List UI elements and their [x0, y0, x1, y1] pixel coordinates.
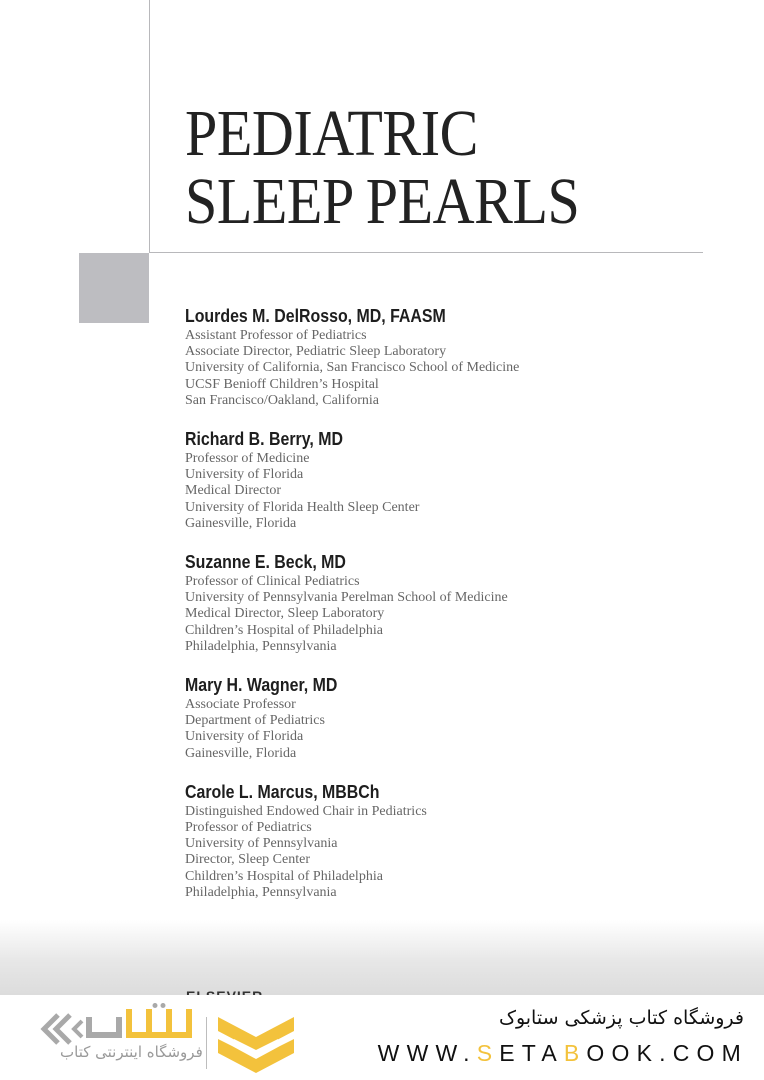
affiliation-line: University of Florida Health Sleep Center: [185, 499, 420, 515]
affiliation-line: San Francisco/Oakland, California: [185, 392, 380, 408]
title-line-2: SLEEP PEARLS: [185, 165, 580, 238]
page-bottom-shadow: [0, 920, 764, 995]
affiliation-line: Associate Director, Pediatric Sleep Laboratory: [185, 344, 447, 360]
author-name: Suzanne E. Beck, MD: [185, 551, 346, 573]
affiliation-line: University of Florida: [185, 467, 304, 483]
decorative-grey-square: [79, 253, 149, 323]
url-part: WWW.: [377, 1040, 477, 1066]
author-block: [185, 780, 745, 901]
affiliation-line: Gainesville, Florida: [185, 745, 297, 761]
affiliation-line: Professor of Clinical Pediatrics: [185, 574, 360, 590]
author-name: Richard B. Berry, MD: [185, 428, 343, 450]
chevron-badge-icon: [218, 1017, 294, 1073]
logo-subtitle: فروشگاه اینترنتی کتاب: [60, 1043, 203, 1061]
url-accent-letter: B: [563, 1040, 587, 1066]
author-block: [185, 673, 745, 762]
logo-divider: [206, 1017, 207, 1069]
affiliation-line: Associate Professor: [185, 697, 296, 713]
book-title: [185, 97, 580, 238]
affiliation-line: UCSF Benioff Children’s Hospital: [185, 376, 379, 392]
url-part: OOK.COM: [586, 1040, 748, 1066]
affiliation-line: Children’s Hospital of Philadelphia: [185, 622, 383, 638]
affiliation-line: Medical Director: [185, 483, 282, 499]
author-block: [185, 304, 745, 409]
vertical-rule: [149, 0, 150, 252]
affiliation-line: Assistant Professor of Pediatrics: [185, 328, 367, 343]
affiliation-line: Distinguished Endowed Chair in Pediatrics: [185, 803, 427, 819]
affiliation-line: University of Pennsylvania Perelman School of Medicine: [185, 590, 508, 606]
affiliation-line: Professor of Medicine: [185, 451, 310, 467]
horizontal-rule: [149, 252, 703, 253]
affiliation-line: Gainesville, Florida: [185, 515, 297, 531]
author-name: Mary H. Wagner, MD: [185, 674, 338, 696]
affiliation-line: Children’s Hospital of Philadelphia: [185, 868, 383, 884]
affiliation-line: Director, Sleep Center: [185, 852, 311, 868]
url-accent-letter: S: [476, 1040, 500, 1066]
double-chevron-left-icon: [40, 1013, 84, 1045]
author-name: Lourdes M. DelRosso, MD, FAASM: [185, 305, 446, 326]
affiliation-line: Philadelphia, Pennsylvania: [185, 884, 337, 900]
affiliation-line: University of California, San Francisco School of Medicine: [185, 360, 520, 376]
affiliation-line: Professor of Pediatrics: [185, 820, 312, 836]
title-line-1: PEDIATRIC: [185, 97, 478, 170]
affiliation-line: University of Florida: [185, 729, 304, 745]
affiliation-line: Medical Director, Sleep Laboratory: [185, 606, 385, 622]
author-list: [185, 304, 745, 919]
shop-name: فروشگاه کتاب پزشکی ستابوک: [498, 1007, 744, 1029]
affiliation-line: Department of Pediatrics: [185, 713, 325, 729]
author-name: Carole L. Marcus, MBBCh: [185, 780, 380, 802]
affiliation-line: University of Pennsylvania: [185, 836, 338, 852]
affiliation-line: Philadelphia, Pennsylvania: [185, 638, 337, 654]
setabook-wordmark-icon: [85, 1003, 195, 1043]
setabook-watermark-banner: [0, 995, 764, 1080]
author-block: [185, 550, 745, 655]
url-part: ETA: [499, 1040, 564, 1066]
shop-url[interactable]: [378, 1040, 748, 1067]
author-block: [185, 427, 745, 532]
